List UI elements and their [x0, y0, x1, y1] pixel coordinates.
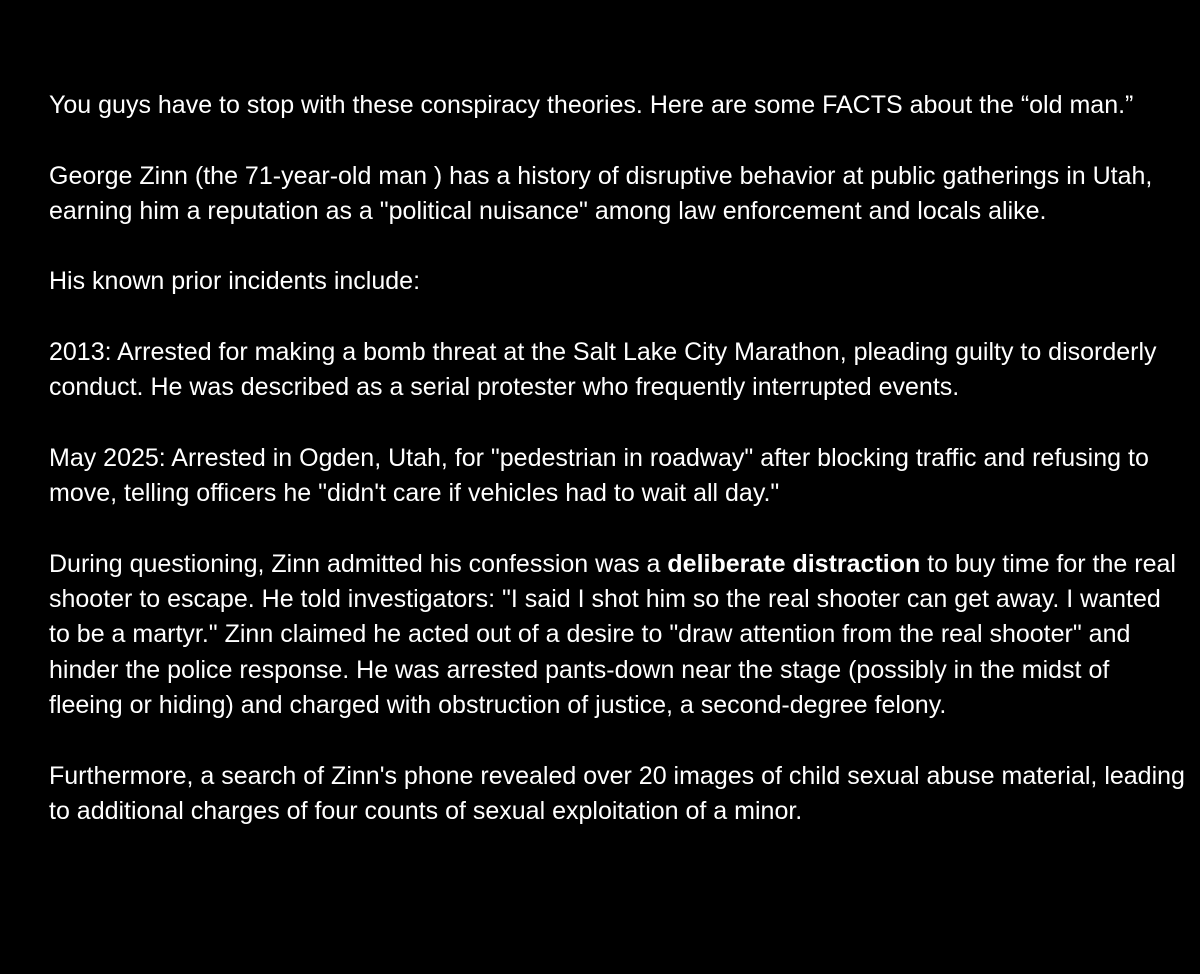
background-paragraph: George Zinn (the 71-year-old man ) has a history of disruptive behavior at public gatherings in Utah, earning him a reputation as a "political nuisance" among law enforcement and locals alike. [49, 161, 1153, 225]
intro-paragraph: You guys have to stop with these conspiracy theories. Here are some FACTS about the “old man.” [49, 91, 1134, 119]
post-body [49, 88, 1185, 829]
incident-2013-paragraph: 2013: Arrested for making a bomb threat at the Salt Lake City Marathon, pleading guilty to disorderly conduct. He was described as a serial protester who frequently interrupted events. [49, 338, 1157, 402]
incidents-heading: His known prior incidents include: [49, 267, 421, 296]
questioning-text-after: to buy time for the real shooter to escape. He told investigators: "I said I shot him so the real shooter can get away. I wanted to be a martyr." Zinn claimed he acted out of a desire to "draw attention from the real shooter" and hinder the police response. He was arrested pants-down near the stage (possibly in the midst of fleeing or hiding) and charged with obstruction of justice, a second-degree felony. [49, 549, 1176, 720]
incident-2025-paragraph: May 2025: Arrested in Ogden, Utah, for "pedestrian in roadway" after blocking traffic and refusing to move, telling officers he "didn't care if vehicles had to wait all day." [49, 443, 1149, 508]
questioning-paragraph [49, 547, 1185, 723]
phone-search-paragraph: Furthermore, a search of Zinn's phone revealed over 20 images of child sexual abuse material, leading to additional charges of four counts of sexual exploitation of a minor. [49, 761, 1185, 825]
questioning-text-before: During questioning, Zinn admitted his confession was a [49, 549, 668, 578]
deliberate-distraction-emphasis: deliberate distraction [667, 549, 921, 578]
